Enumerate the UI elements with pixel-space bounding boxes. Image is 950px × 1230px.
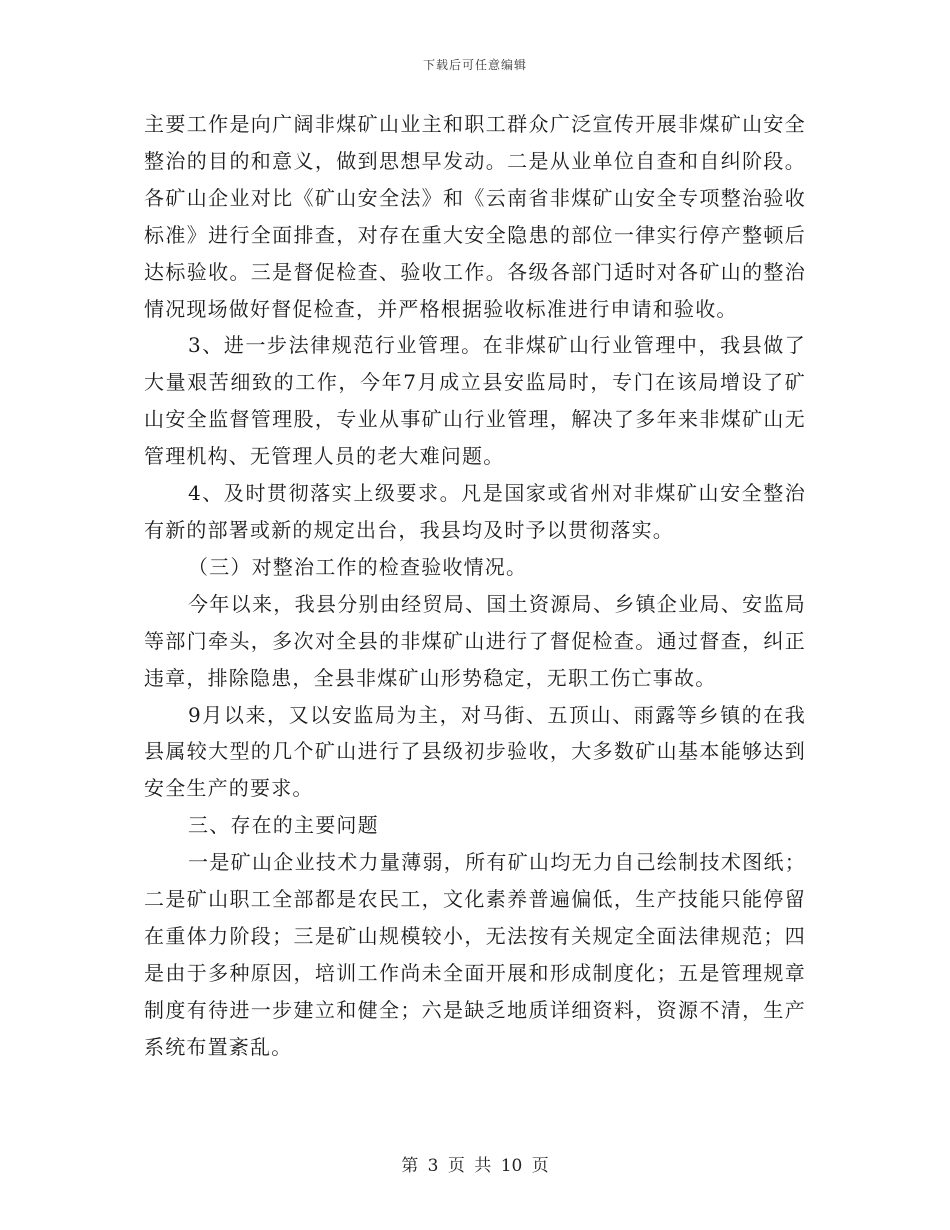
page-number: 第 3 页 共 10 页: [401, 1156, 549, 1176]
page-header-note: 下载后可任意编辑: [422, 58, 527, 72]
paragraph-8: 一是矿山企业技术力量薄弱，所有矿山均无力自己绘制技术图纸；二是矿山职工全部都是农民工，文化素养普遍偏低，生产技能只能停留在重体力阶段；三是矿山规模较小，无法按有关规定全面法律规范；四是由于多种原因，培训工作尚未全面开展和形成制度化；五是管理规章制度有待进一步建立和健全；六是缺乏地质详细资料，资源不清，生产系统布置紊乱。: [144, 850, 806, 1059]
section-heading: 三、存在的主要问题: [188, 813, 379, 838]
paragraph-1: 主要工作是向广阔非煤矿山业主和职工群众广泛宣传开展非煤矿山安全整治的目的和意义，做到思想早发动。二是从业单位自查和自纠阶段。各矿山企业对比《矿山安全法》和《云南省非煤矿山安全专项整治验收标准》进行全面排查，对存在重大安全隐患的部位一律实行停产整顿后达标验收。三是督促检查、验收工作。各级各部门适时对各矿山的整治情况现场做好督促检查，并严格根据验收标准进行申请和验收。: [144, 112, 806, 321]
paragraph-2: 3、进一步法律规范行业管理。在非煤矿山行业管理中，我县做了大量艰苦细致的工作，今年7月成立县安监局时，专门在该局增设了矿山安全监督管理股，专业从事矿山行业管理，解决了多年来非煤矿山无管理机构、无管理人员的老大难问题。: [144, 333, 806, 469]
document-body: [144, 106, 806, 1066]
paragraph-6: 9月以来，又以安监局为主，对马街、五顶山、雨露等乡镇的在我县属较大型的几个矿山进行了县级初步验收，大多数矿山基本能够达到安全生产的要求。: [144, 702, 806, 801]
paragraph-3: 4、及时贯彻落实上级要求。凡是国家或省州对非煤矿山安全整治有新的部署或新的规定出台，我县均及时予以贯彻落实。: [144, 481, 806, 542]
paragraph-5: 今年以来，我县分别由经贸局、国土资源局、乡镇企业局、安监局等部门牵头，多次对全县的非煤矿山进行了督促检查。通过督查，纠正违章，排除隐患，全县非煤矿山形势稳定，无职工伤亡事故。: [144, 591, 806, 690]
section-subheading: （三）对整治工作的检查验收情况。: [188, 554, 528, 579]
